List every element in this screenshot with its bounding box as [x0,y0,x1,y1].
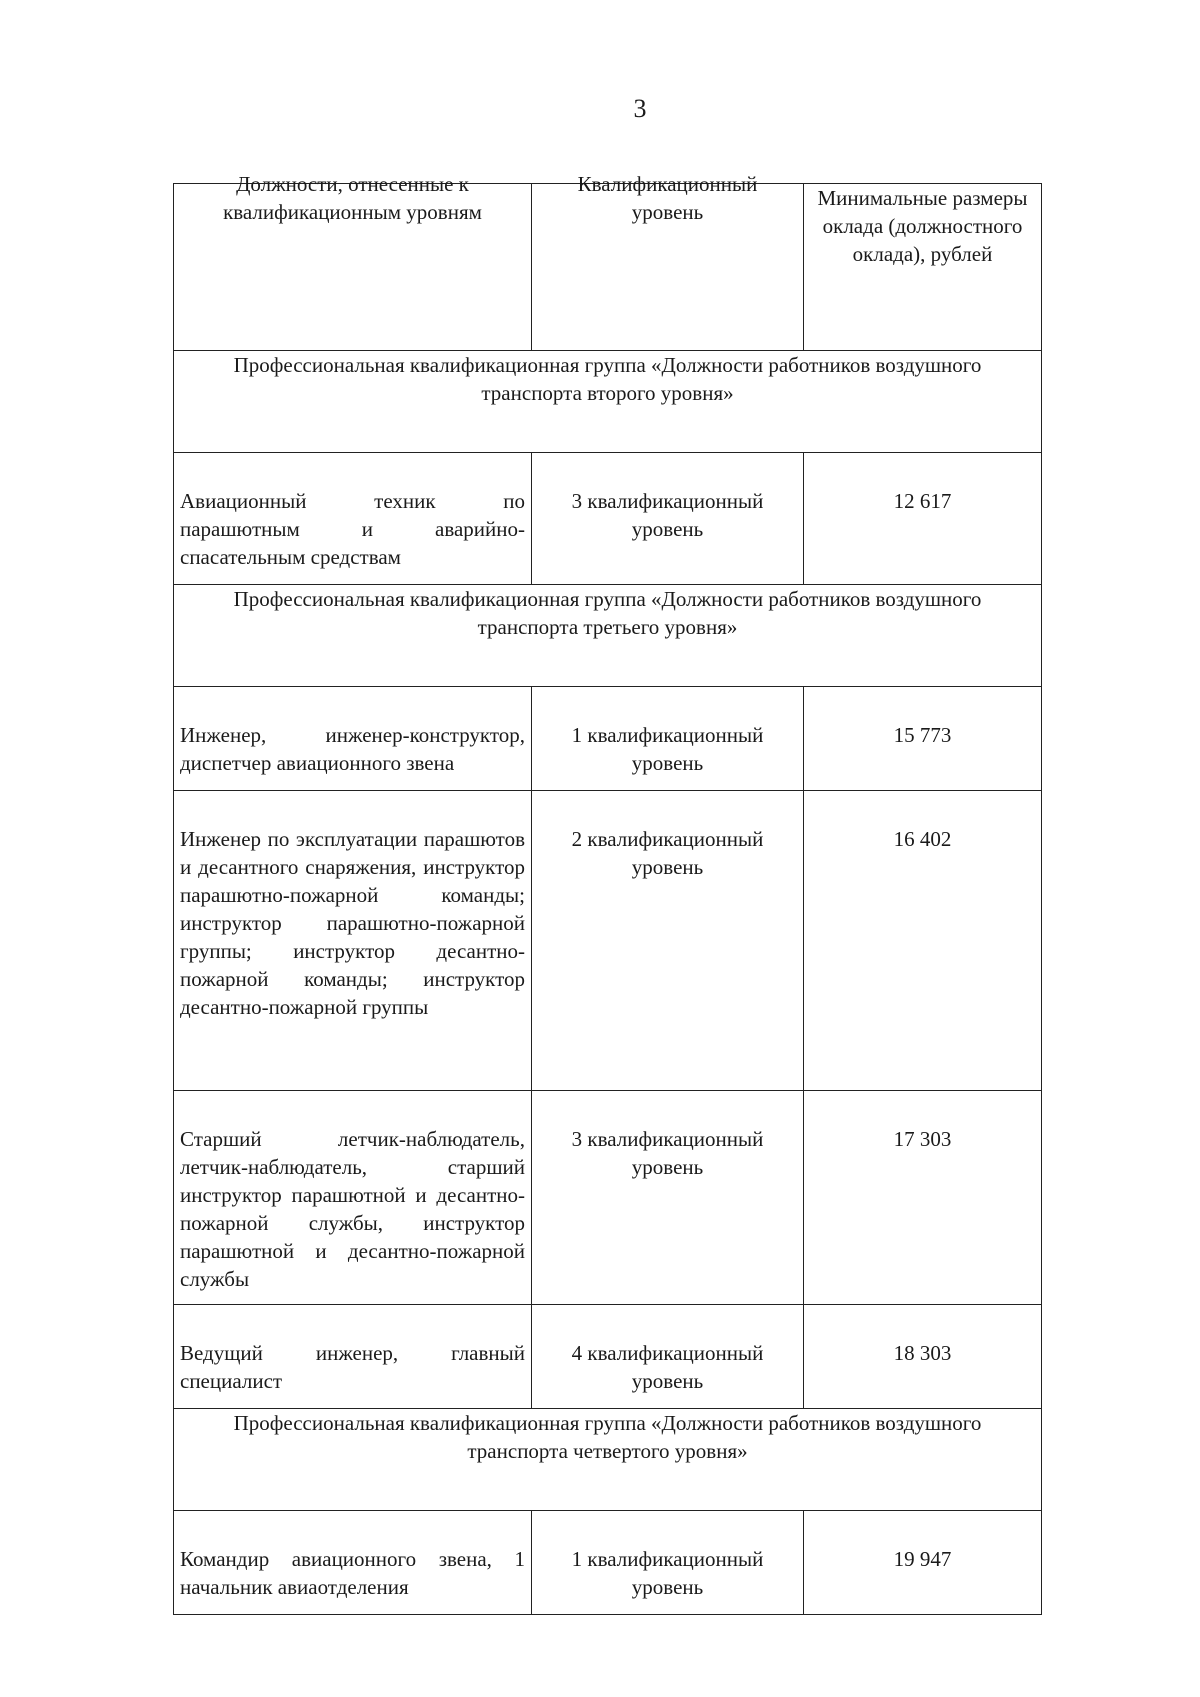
salary-cell: 12 617 [804,453,1042,585]
salary-table [173,172,1042,1615]
table-row [174,453,1042,585]
group-title: Профессиональная квалификационная группа «Должности работников воздушного транспорта третьего уровня» [174,585,1042,687]
level-cell: 1 квалификационный уровень [532,687,804,791]
table-row [174,1091,1042,1305]
group-title: Профессиональная квалификационная группа «Должности работников воздушного транспорта четвертого уровня» [174,1409,1042,1511]
position-cell: Старший летчик-наблюдатель, летчик-наблюдатель, старший инструктор парашютной и десантно-пожарной службы, инструктор парашютной и десантно-пожарной службы [174,1091,532,1305]
group-title-row [174,585,1042,687]
header-level: Квалификационный уровень [532,184,804,351]
group-title: Профессиональная квалификационная группа «Должности работников воздушного транспорта второго уровня» [174,351,1042,453]
salary-cell: 15 773 [804,687,1042,791]
salary-cell: 19 947 [804,1511,1042,1615]
salary-cell: 17 303 [804,1091,1042,1305]
position-cell: Ведущий инженер, главный специалист [174,1305,532,1409]
group-title-row [174,351,1042,453]
level-cell: 1 квалификационный уровень [532,1511,804,1615]
table-row [174,687,1042,791]
level-cell: 4 квалификационный уровень [532,1305,804,1409]
level-cell: 2 квалификационный уровень [532,791,804,1091]
salary-cell: 16 402 [804,791,1042,1091]
position-cell: Командир авиационного звена, 1 начальник авиаотделения [174,1511,532,1615]
level-cell: 3 квалификационный уровень [532,453,804,585]
header-salary: Минимальные размеры оклада (должностного оклада), рублей [804,184,1042,351]
page-number: 3 [633,94,647,123]
position-cell: Авиационный техник по парашютным и аварийно-спасательным средствам [174,453,532,585]
table-row [174,1511,1042,1615]
header-positions: Должности, отнесенные к квалификационным уровням [174,184,532,351]
table-header-row [174,184,1042,351]
salary-cell: 18 303 [804,1305,1042,1409]
table-row [174,791,1042,1091]
position-cell: Инженер, инженер-конструктор, диспетчер авиационного звена [174,687,532,791]
level-cell: 3 квалификационный уровень [532,1091,804,1305]
table-row [174,1305,1042,1409]
group-title-row [174,1409,1042,1511]
position-cell: Инженер по эксплуатации парашютов и десантного снаряжения, инструктор парашютно-пожарной команды; инструктор парашютно-пожарной группы; инструктор десантно-пожарной команды; инструктор десантно-пожарной группы [174,791,532,1091]
